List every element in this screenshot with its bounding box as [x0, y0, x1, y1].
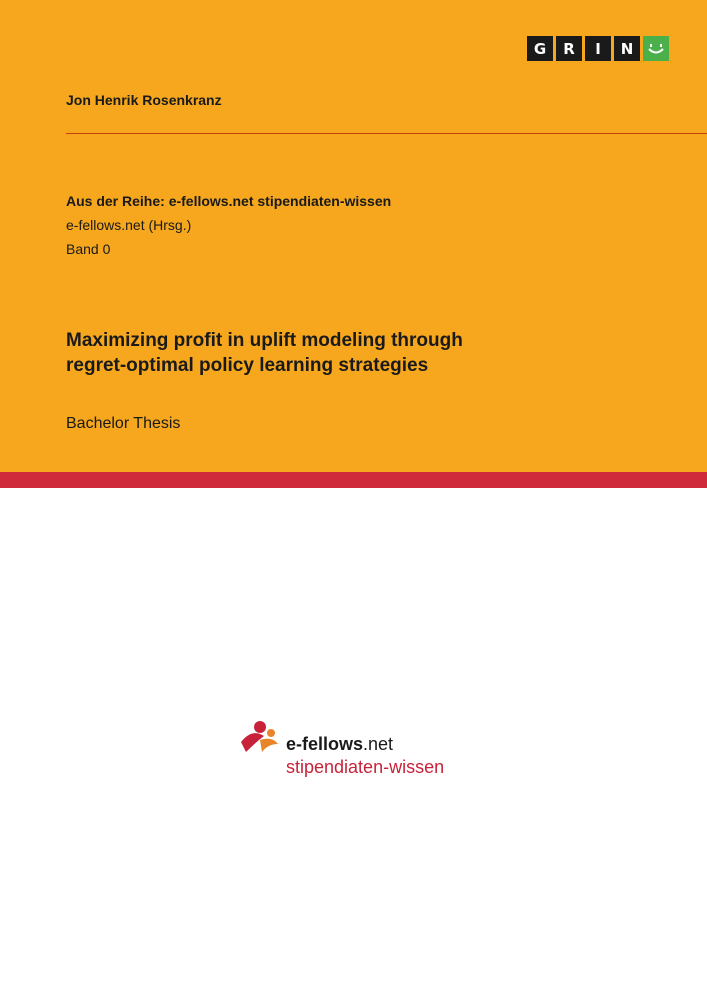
e-fellows-logo [238, 718, 478, 782]
cover-background [0, 0, 707, 472]
grin-letter-n: N [614, 36, 640, 61]
series-editor: e-fellows.net (Hrsg.) [66, 217, 192, 233]
series-line: Aus der Reihe: e-fellows.net stipendiaten-wissen [66, 193, 392, 209]
e-fellows-name-suffix: .net [363, 734, 394, 754]
grin-letter-r: R [556, 36, 582, 61]
e-fellows-name-bold: e-fellows [286, 734, 364, 754]
series-volume: Band 0 [66, 241, 111, 257]
book-title [66, 328, 626, 378]
grin-letter-i: I [585, 36, 611, 61]
grin-logo [527, 36, 669, 61]
e-fellows-name [286, 734, 393, 755]
document-type: Bachelor Thesis [66, 415, 181, 432]
divider-rule [66, 133, 707, 134]
e-fellows-mark-icon [238, 718, 280, 756]
smile-icon [643, 36, 669, 61]
author-name: Jon Henrik Rosenkranz [66, 92, 222, 108]
book-title-line-2: regret-optimal policy learning strategies [66, 355, 429, 376]
book-title-line-1: Maximizing profit in uplift modeling through [66, 330, 463, 351]
grin-letter-g: G [527, 36, 553, 61]
e-fellows-subtitle: stipendiaten-wissen [286, 757, 445, 777]
red-band [0, 472, 707, 488]
